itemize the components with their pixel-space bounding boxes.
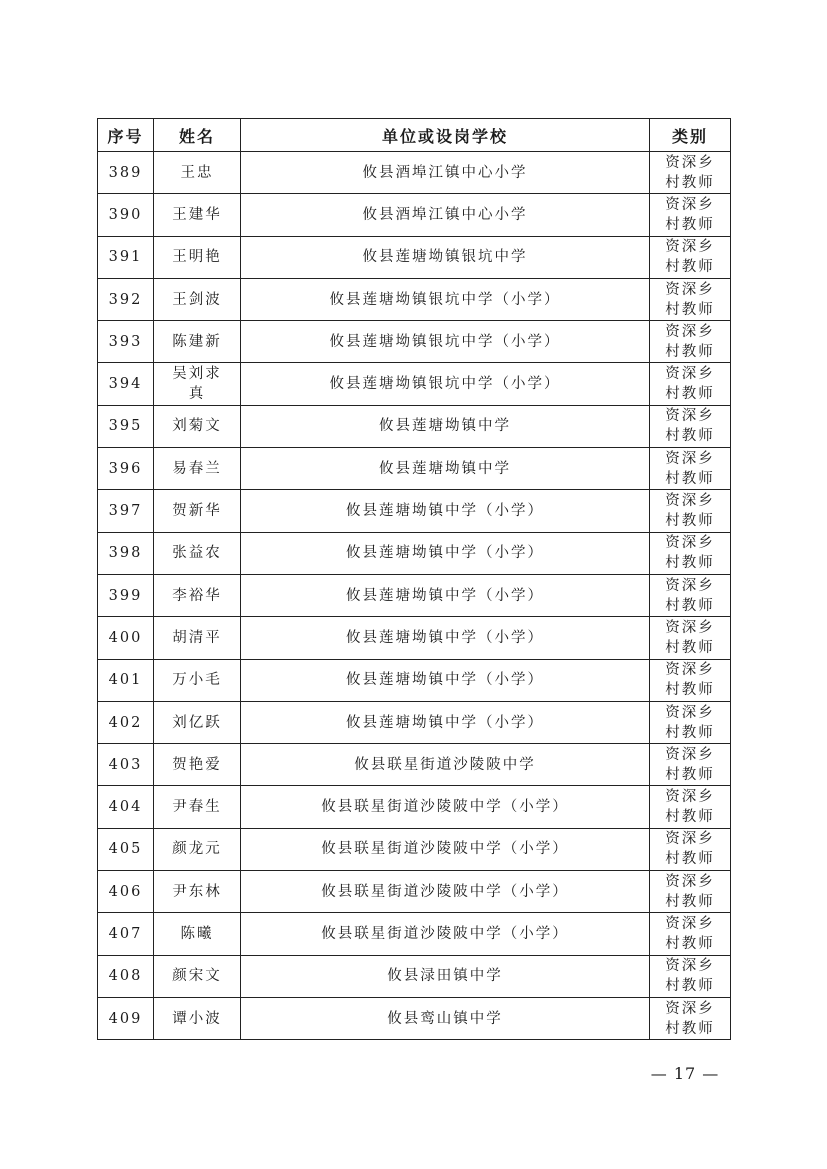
category-line-1: 资深乡	[665, 535, 715, 552]
teacher-name: 王明艳	[172, 249, 222, 266]
school-cell: 攸县莲塘坳镇中学（小学）	[241, 617, 650, 659]
school-cell: 攸县莲塘坳镇银坑中学	[241, 236, 650, 278]
header-row	[98, 119, 731, 152]
category-cell	[650, 448, 731, 490]
category-line-1: 资深乡	[665, 873, 715, 890]
teacher-name: 王忠	[180, 164, 214, 181]
category-line-1: 资深乡	[665, 408, 715, 425]
school-cell: 攸县联星街道沙陵陂中学（小学）	[241, 786, 650, 828]
category-line-2: 村教师	[665, 216, 715, 233]
school-cell: 攸县莲塘坳镇银坑中学（小学）	[241, 321, 650, 363]
table-row	[98, 194, 731, 236]
school-cell: 攸县鸾山镇中学	[241, 997, 650, 1039]
category-cell	[650, 321, 731, 363]
serial-number-cell: 397	[98, 490, 154, 532]
category-line-1: 资深乡	[665, 915, 715, 932]
school-cell: 攸县酒埠江镇中心小学	[241, 194, 650, 236]
name-cell	[154, 532, 241, 574]
school-cell: 攸县莲塘坳镇中学	[241, 448, 650, 490]
serial-number-cell: 405	[98, 828, 154, 870]
category-line-2: 村教师	[665, 343, 715, 360]
category-cell	[650, 363, 731, 405]
name-cell	[154, 321, 241, 363]
school-cell: 攸县莲塘坳镇银坑中学（小学）	[241, 363, 650, 405]
page-number: — 17 —	[650, 1064, 720, 1083]
category-line-1: 资深乡	[665, 958, 715, 975]
table-row	[98, 448, 731, 490]
school-cell: 攸县莲塘坳镇中学（小学）	[241, 574, 650, 616]
serial-number-cell: 406	[98, 871, 154, 913]
category-line-2: 村教师	[665, 597, 715, 614]
category-line-2: 村教师	[665, 978, 715, 995]
category-line-2: 村教师	[665, 682, 715, 699]
school-cell: 攸县莲塘坳镇银坑中学（小学）	[241, 278, 650, 320]
table-row	[98, 490, 731, 532]
category-cell	[650, 194, 731, 236]
category-cell	[650, 236, 731, 278]
teacher-name: 尹春生	[172, 799, 222, 816]
category-line-1: 资深乡	[665, 831, 715, 848]
school-cell: 攸县联星街道沙陵陂中学（小学）	[241, 913, 650, 955]
category-line-1: 资深乡	[665, 366, 715, 383]
category-line-2: 村教师	[665, 470, 715, 487]
serial-number-cell: 395	[98, 405, 154, 447]
category-cell	[650, 659, 731, 701]
teacher-name: 谭小波	[172, 1010, 222, 1027]
name-cell	[154, 152, 241, 194]
table-body	[98, 152, 731, 1040]
category-cell	[650, 701, 731, 743]
teacher-name: 陈建新	[172, 333, 222, 350]
name-cell	[154, 448, 241, 490]
serial-number-cell: 400	[98, 617, 154, 659]
name-cell	[154, 913, 241, 955]
table-row	[98, 236, 731, 278]
category-line-2: 村教师	[665, 935, 715, 952]
teacher-name: 李裕华	[172, 587, 222, 604]
name-cell	[154, 490, 241, 532]
teacher-name: 易春兰	[172, 460, 222, 477]
category-line-2: 村教师	[665, 1020, 715, 1037]
category-cell	[650, 955, 731, 997]
category-line-2: 村教师	[665, 259, 715, 276]
school-cell: 攸县酒埠江镇中心小学	[241, 152, 650, 194]
serial-number-cell: 407	[98, 913, 154, 955]
table-row	[98, 828, 731, 870]
name-cell	[154, 744, 241, 786]
serial-number-cell: 402	[98, 701, 154, 743]
teacher-name: 张益农	[172, 545, 222, 562]
school-cell: 攸县联星街道沙陵陂中学（小学）	[241, 828, 650, 870]
name-cell	[154, 786, 241, 828]
name-cell	[154, 236, 241, 278]
teacher-name: 吴刘求真	[172, 366, 222, 403]
table-row	[98, 913, 731, 955]
serial-number-cell: 401	[98, 659, 154, 701]
category-line-1: 资深乡	[665, 239, 715, 256]
category-cell	[650, 278, 731, 320]
category-line-2: 村教师	[665, 809, 715, 826]
category-cell	[650, 490, 731, 532]
category-cell	[650, 828, 731, 870]
category-line-2: 村教师	[665, 893, 715, 910]
name-cell	[154, 617, 241, 659]
serial-number-cell: 396	[98, 448, 154, 490]
school-cell: 攸县莲塘坳镇中学（小学）	[241, 532, 650, 574]
teacher-name: 颜龙元	[172, 841, 222, 858]
category-line-1: 资深乡	[665, 704, 715, 721]
teacher-name: 颜宋文	[172, 968, 222, 985]
school-cell: 攸县渌田镇中学	[241, 955, 650, 997]
category-cell	[650, 405, 731, 447]
serial-number-cell: 392	[98, 278, 154, 320]
teacher-name: 贺艳爱	[172, 756, 222, 773]
table-row	[98, 997, 731, 1039]
category-line-2: 村教师	[665, 555, 715, 572]
category-cell	[650, 152, 731, 194]
category-line-1: 资深乡	[665, 281, 715, 298]
teacher-roster-table	[97, 118, 731, 1040]
category-line-2: 村教师	[665, 724, 715, 741]
category-line-1: 资深乡	[665, 154, 715, 171]
category-cell	[650, 871, 731, 913]
name-cell	[154, 363, 241, 405]
table-row	[98, 701, 731, 743]
category-line-1: 资深乡	[665, 493, 715, 510]
serial-number-cell: 393	[98, 321, 154, 363]
header-category: 类别	[650, 119, 731, 152]
table-row	[98, 363, 731, 405]
serial-number-cell: 409	[98, 997, 154, 1039]
serial-number-cell: 399	[98, 574, 154, 616]
teacher-name: 刘菊文	[172, 418, 222, 435]
table-header	[98, 119, 731, 152]
teacher-name: 胡清平	[172, 629, 222, 646]
school-cell: 攸县联星街道沙陵陂中学（小学）	[241, 871, 650, 913]
header-serial-number: 序号	[98, 119, 154, 152]
serial-number-cell: 403	[98, 744, 154, 786]
teacher-name: 陈曦	[180, 925, 214, 942]
name-cell	[154, 871, 241, 913]
table-row	[98, 871, 731, 913]
category-cell	[650, 913, 731, 955]
category-line-2: 村教师	[665, 386, 715, 403]
name-cell	[154, 278, 241, 320]
table-row	[98, 574, 731, 616]
category-line-1: 资深乡	[665, 1000, 715, 1017]
table-row	[98, 321, 731, 363]
category-line-2: 村教师	[665, 513, 715, 530]
name-cell	[154, 955, 241, 997]
name-cell	[154, 405, 241, 447]
category-cell	[650, 786, 731, 828]
name-cell	[154, 194, 241, 236]
name-cell	[154, 659, 241, 701]
table-row	[98, 617, 731, 659]
name-cell	[154, 997, 241, 1039]
category-line-2: 村教师	[665, 766, 715, 783]
category-cell	[650, 744, 731, 786]
category-line-1: 资深乡	[665, 577, 715, 594]
category-cell	[650, 532, 731, 574]
teacher-name: 王剑波	[172, 291, 222, 308]
teacher-name: 贺新华	[172, 503, 222, 520]
teacher-name: 王建华	[172, 206, 222, 223]
category-cell	[650, 617, 731, 659]
category-line-2: 村教师	[665, 851, 715, 868]
school-cell: 攸县莲塘坳镇中学（小学）	[241, 659, 650, 701]
table-row	[98, 744, 731, 786]
category-line-1: 资深乡	[665, 746, 715, 763]
serial-number-cell: 390	[98, 194, 154, 236]
serial-number-cell: 391	[98, 236, 154, 278]
category-line-1: 资深乡	[665, 323, 715, 340]
teacher-name: 尹东林	[172, 883, 222, 900]
header-name: 姓名	[154, 119, 241, 152]
category-line-1: 资深乡	[665, 450, 715, 467]
category-line-1: 资深乡	[665, 789, 715, 806]
category-line-2: 村教师	[665, 174, 715, 191]
name-cell	[154, 574, 241, 616]
serial-number-cell: 398	[98, 532, 154, 574]
category-line-2: 村教师	[665, 301, 715, 318]
category-cell	[650, 997, 731, 1039]
table-row	[98, 659, 731, 701]
header-school: 单位或设岗学校	[241, 119, 650, 152]
serial-number-cell: 408	[98, 955, 154, 997]
school-cell: 攸县莲塘坳镇中学	[241, 405, 650, 447]
name-cell	[154, 828, 241, 870]
category-cell	[650, 574, 731, 616]
serial-number-cell: 394	[98, 363, 154, 405]
name-cell	[154, 701, 241, 743]
table-row	[98, 955, 731, 997]
teacher-name: 刘亿跃	[172, 714, 222, 731]
serial-number-cell: 404	[98, 786, 154, 828]
category-line-2: 村教师	[665, 639, 715, 656]
teacher-name: 万小毛	[172, 672, 222, 689]
table-row	[98, 278, 731, 320]
school-cell: 攸县莲塘坳镇中学（小学）	[241, 490, 650, 532]
table-row	[98, 532, 731, 574]
school-cell: 攸县莲塘坳镇中学（小学）	[241, 701, 650, 743]
serial-number-cell: 389	[98, 152, 154, 194]
table-row	[98, 786, 731, 828]
category-line-2: 村教师	[665, 428, 715, 445]
table-row	[98, 405, 731, 447]
table-row	[98, 152, 731, 194]
school-cell: 攸县联星街道沙陵陂中学	[241, 744, 650, 786]
category-line-1: 资深乡	[665, 619, 715, 636]
category-line-1: 资深乡	[665, 662, 715, 679]
category-line-1: 资深乡	[665, 196, 715, 213]
